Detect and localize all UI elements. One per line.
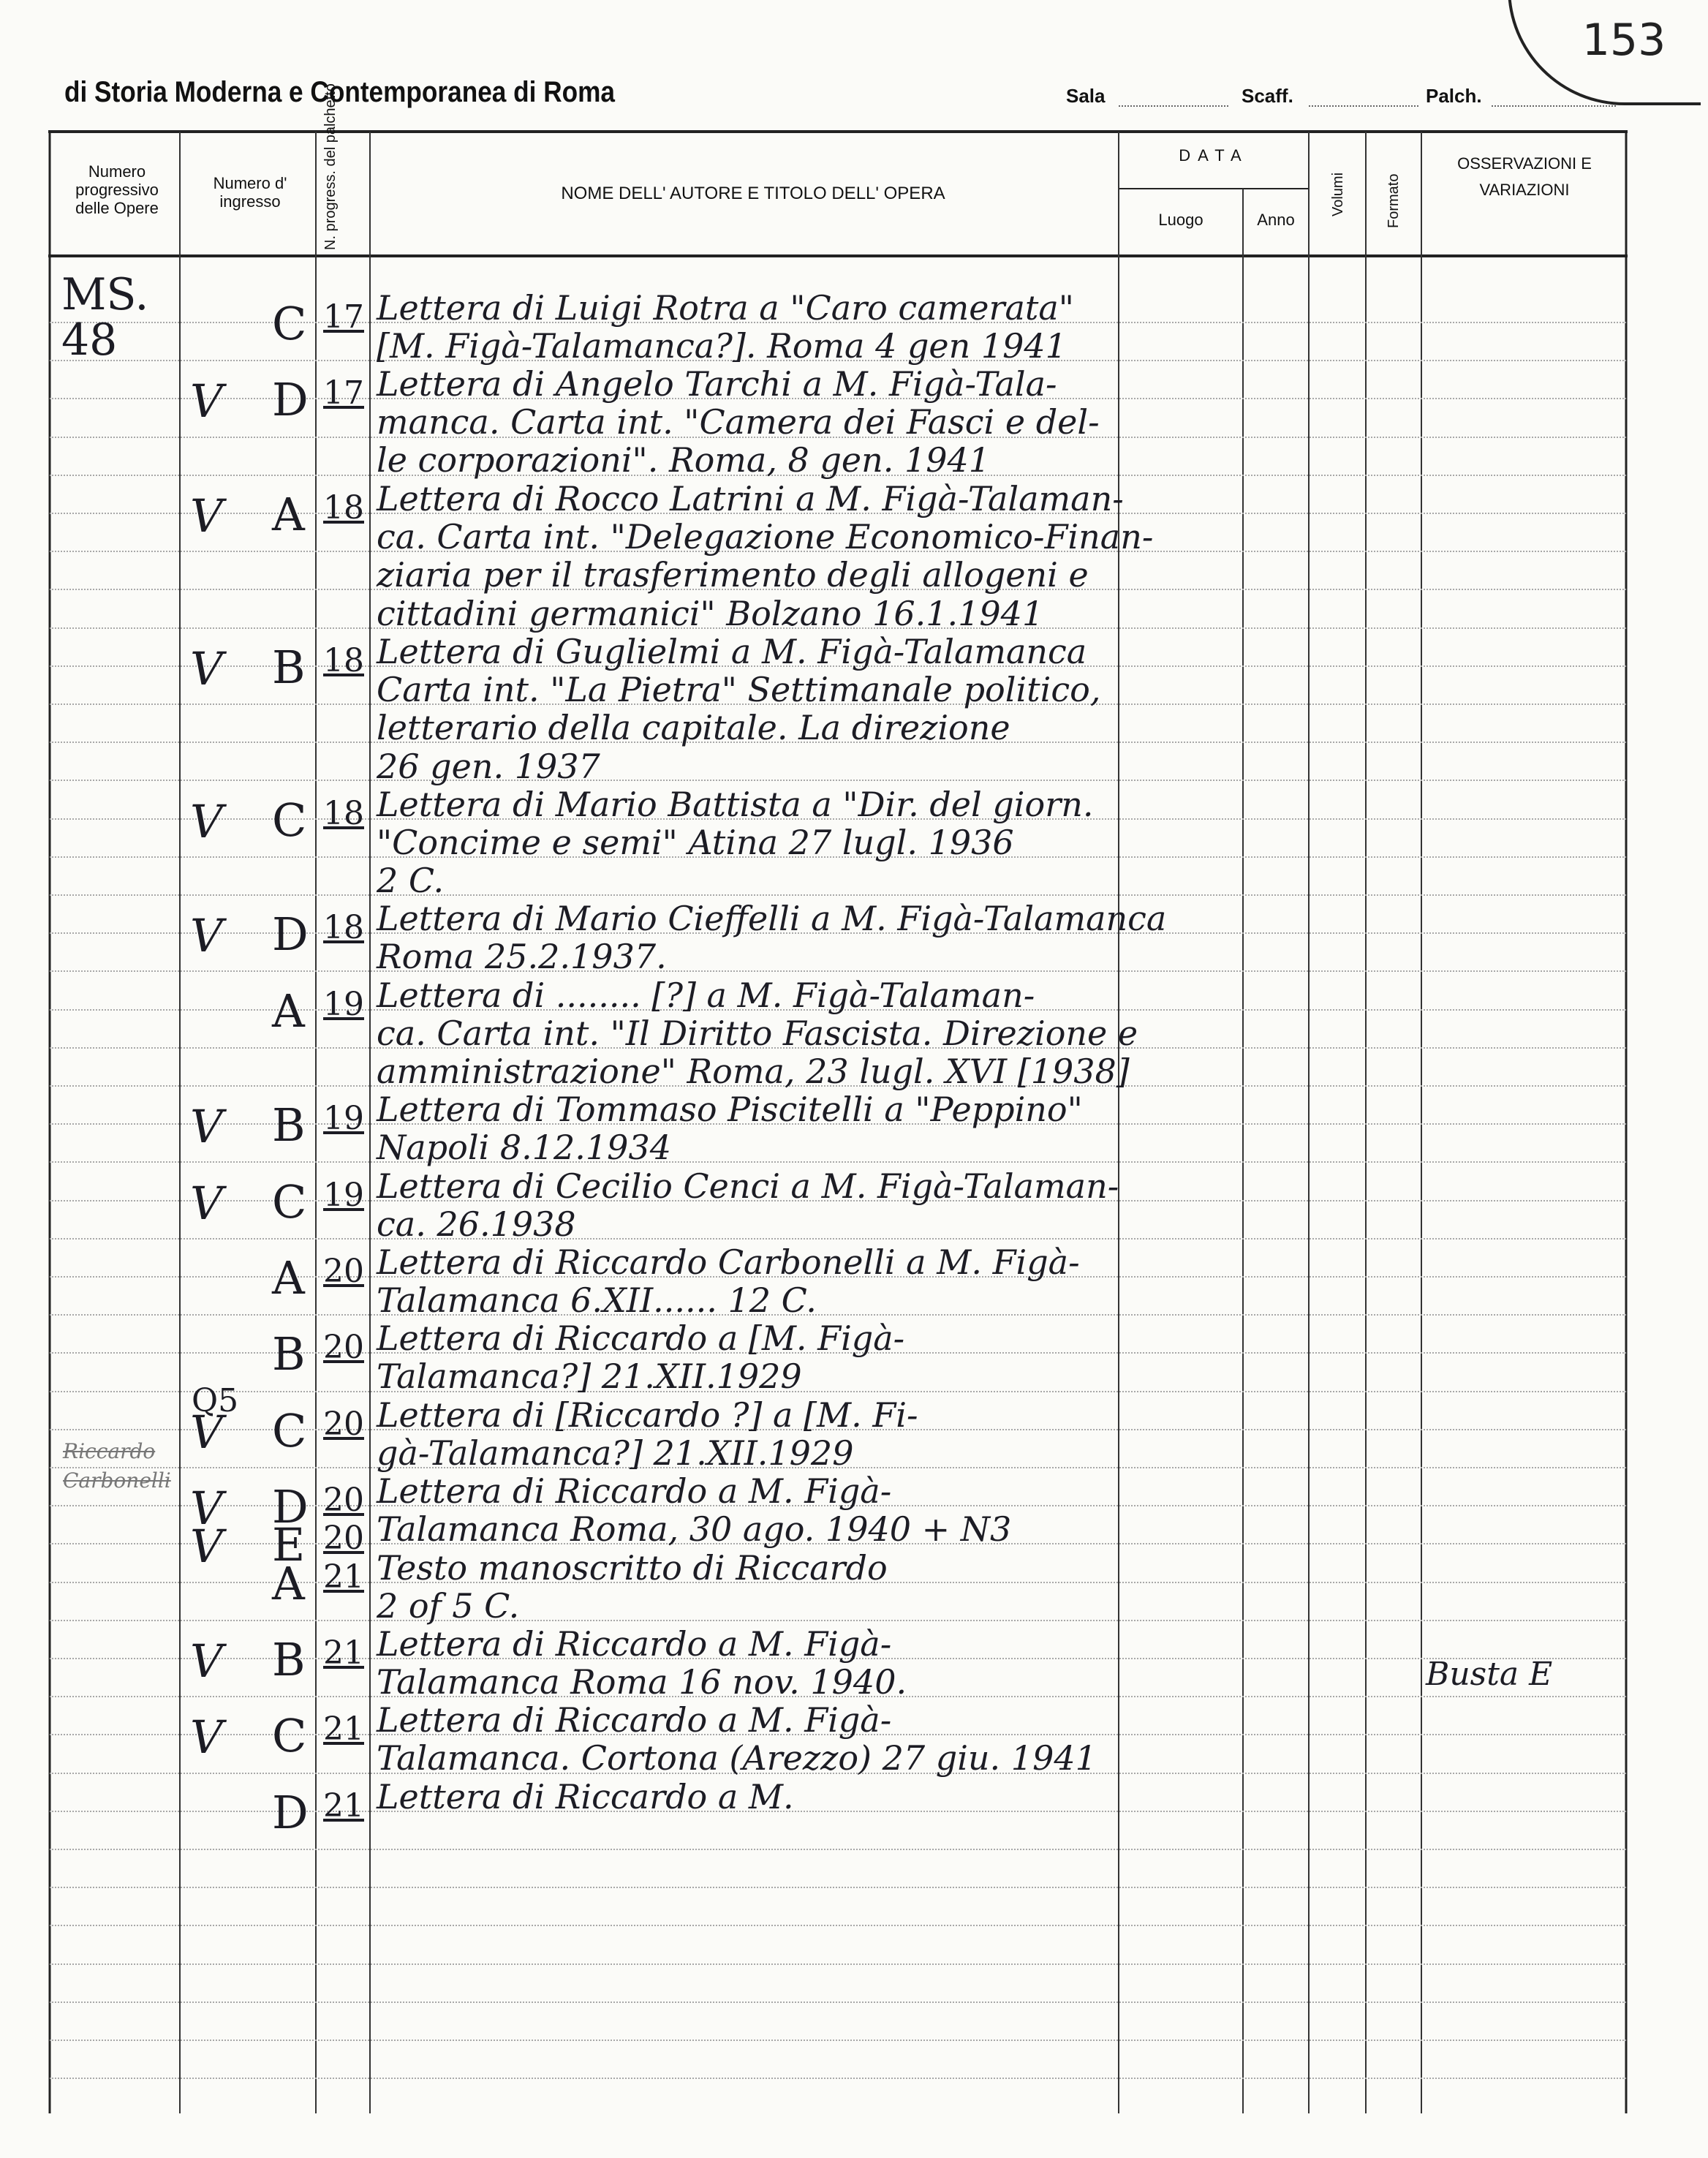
entry-text-line: Lettera di Guglielmi a M. Figà-Talamanca bbox=[377, 632, 1087, 671]
palch-label: Palch. bbox=[1426, 85, 1482, 107]
entry-text-line: Lettera di Mario Battista a "Dir. del giorn. bbox=[377, 785, 1094, 824]
entry-letter: A bbox=[272, 984, 305, 1038]
entry-text-line: gà-Talamanca?] 21.XII.1929 bbox=[377, 1433, 854, 1473]
entry-text-line: Carta int. "La Pietra" Settimanale politico, bbox=[377, 670, 1101, 709]
entry-check-mark: V bbox=[190, 1482, 223, 1535]
entry-check-mark: V bbox=[190, 374, 223, 428]
entry-text-line: Talamanca Roma, 30 ago. 1940 + N3 bbox=[377, 1509, 1012, 1549]
entry-text-line: 2 of 5 C. bbox=[377, 1586, 520, 1626]
entry-check-mark: V bbox=[190, 1634, 223, 1688]
scaff-label: Scaff. bbox=[1242, 85, 1293, 107]
entry-text-line: manca. Carta int. "Camera dei Fasci e del- bbox=[377, 402, 1100, 442]
entry-row bbox=[0, 360, 1708, 480]
entry-letter: C bbox=[272, 1709, 307, 1762]
entry-letter: D bbox=[272, 373, 309, 426]
ruled-line bbox=[50, 2002, 1626, 2003]
entry-text-line: Lettera di Rocco Latrini a M. Figà-Talaman- bbox=[377, 479, 1124, 518]
col-osservazioni: OSSERVAZIONI E VARIAZIONI bbox=[1457, 154, 1592, 199]
entry-palchetto-number: 19 bbox=[323, 1177, 364, 1214]
sala-label: Sala bbox=[1066, 85, 1106, 107]
entry-text-line: Lettera di Riccardo Carbonelli a M. Figà- bbox=[377, 1242, 1080, 1282]
col-anno: Anno bbox=[1257, 211, 1295, 229]
ruled-line bbox=[50, 1963, 1626, 1965]
entry-check-mark: V bbox=[190, 489, 223, 543]
entry-text-line: [M. Figà-Talamanca?]. Roma 4 gen 1941 bbox=[377, 326, 1067, 366]
entry-check-mark: V bbox=[190, 1406, 223, 1459]
entry-palchetto-number: 20 bbox=[323, 1482, 364, 1519]
entry-text-line: Testo manoscritto di Riccardo bbox=[377, 1548, 888, 1588]
col-formato: Formato bbox=[1386, 173, 1402, 228]
entry-letter: B bbox=[272, 1327, 306, 1381]
entry-row bbox=[0, 1391, 1708, 1473]
entry-text-line: Lettera di Riccardo a M. Figà- bbox=[377, 1624, 892, 1664]
entry-text-line: ca. 26.1938 bbox=[377, 1204, 576, 1244]
entry-letter: B bbox=[272, 641, 306, 694]
entry-palchetto-number: 21 bbox=[323, 1710, 364, 1748]
entry-palchetto-number: 20 bbox=[323, 1253, 364, 1290]
entry-letter: C bbox=[272, 297, 307, 350]
ruled-line bbox=[50, 2040, 1626, 2041]
entry-palchetto-number: 21 bbox=[323, 1634, 364, 1672]
entry-letter: B bbox=[272, 1098, 306, 1152]
entry-row bbox=[0, 1773, 1708, 1839]
entry-check-mark: V bbox=[190, 1177, 223, 1230]
entry-letter: A bbox=[272, 1557, 305, 1610]
entry-text-line: letterario della capitale. La direzione bbox=[377, 708, 1010, 747]
entry-letter: C bbox=[272, 1175, 307, 1229]
institution-title: di Storia Moderna e Contemporanea di Roma bbox=[64, 76, 616, 108]
entry-check-mark: V bbox=[190, 795, 223, 848]
col-n-progress: N. progress. del palchetto bbox=[322, 83, 339, 250]
entry-text-line: "Concime e semi" Atina 27 lugl. 1936 bbox=[377, 823, 1014, 862]
entry-check-mark: V bbox=[190, 1520, 223, 1573]
entry-row bbox=[0, 475, 1708, 633]
entry-row bbox=[0, 1544, 1708, 1626]
col-volumi: Volumi bbox=[1330, 172, 1346, 216]
entry-row bbox=[0, 1085, 1708, 1167]
col-data: DATA bbox=[1179, 146, 1249, 165]
entry-palchetto-number: 20 bbox=[323, 1520, 364, 1557]
entry-text-line: Lettera di Mario Cieffelli a M. Figà-Talamanca bbox=[377, 899, 1167, 938]
col-numero-progressivo: Numero progressivo delle Opere bbox=[75, 162, 159, 217]
entry-text-line: Lettera di Luigi Rotra a "Caro camerata" bbox=[377, 288, 1074, 328]
entry-letter: D bbox=[272, 1480, 309, 1533]
entry-text-line: Lettera di Cecilio Cenci a M. Figà-Talaman- bbox=[377, 1166, 1119, 1206]
col-luogo: Luogo bbox=[1158, 211, 1203, 229]
entry-letter: C bbox=[272, 1404, 307, 1457]
entry-palchetto-number: 17 bbox=[323, 374, 364, 412]
entry-letter: A bbox=[272, 488, 305, 541]
entry-palchetto-number: 19 bbox=[323, 1100, 364, 1137]
entry-text-line: Lettera di Riccardo a [M. Figà- bbox=[377, 1318, 905, 1358]
entry-text-line: amministrazione" Roma, 23 lugl. XVI [1938] bbox=[377, 1052, 1130, 1091]
entry-text-line: Lettera di ........ [?] a M. Figà-Talaman- bbox=[377, 976, 1035, 1015]
entry-letter: D bbox=[272, 908, 309, 961]
entry-row bbox=[0, 284, 1708, 366]
entry-row bbox=[0, 1238, 1708, 1320]
entry-text-line: ziaria per il trasferimento degli allogeni e bbox=[377, 555, 1089, 595]
entry-palchetto-number: 18 bbox=[323, 642, 364, 679]
entry-palchetto-number: 20 bbox=[323, 1406, 364, 1443]
entry-palchetto-number: 18 bbox=[323, 795, 364, 832]
entry-check-mark: V bbox=[190, 642, 223, 695]
entry-letter: E bbox=[272, 1518, 306, 1572]
entry-letter: D bbox=[272, 1786, 309, 1839]
entry-text-line: Lettera di Tommaso Piscitelli a "Peppino" bbox=[377, 1090, 1083, 1129]
entry-check-mark: V bbox=[190, 1100, 223, 1153]
entry-letter: A bbox=[272, 1251, 305, 1305]
entry-text-line: le corporazioni". Roma, 8 gen. 1941 bbox=[377, 440, 991, 480]
entry-palchetto-number: 18 bbox=[323, 909, 364, 946]
ruled-line bbox=[50, 1925, 1626, 1926]
entry-text-line: Lettera di Riccardo a M. bbox=[377, 1777, 794, 1816]
entry-text-line: ca. Carta int. "Il Diritto Fascista. Direzione e bbox=[377, 1014, 1138, 1053]
entry-palchetto-number: 17 bbox=[323, 298, 364, 336]
entry-palchetto-number: 19 bbox=[323, 986, 364, 1023]
entry-text-line: Talamanca 6.XII...... 12 C. bbox=[377, 1280, 817, 1320]
entry-check-mark: V bbox=[190, 909, 223, 962]
entry-row bbox=[0, 1314, 1708, 1396]
entry-text-line: Napoli 8.12.1934 bbox=[377, 1128, 671, 1167]
margin-busta-note: Busta E bbox=[1426, 1656, 1553, 1693]
ruled-line bbox=[50, 1849, 1626, 1850]
entry-text-line: Roma 25.2.1937. bbox=[377, 937, 667, 976]
entry-text-line: ca. Carta int. "Delegazione Economico-Finan- bbox=[377, 517, 1154, 557]
entry-text-line: Lettera di [Riccardo ?] a [M. Fi- bbox=[377, 1395, 918, 1435]
entry-text-line: Lettera di Riccardo a M. Figà- bbox=[377, 1700, 892, 1740]
entry-palchetto-number: 21 bbox=[323, 1787, 364, 1825]
shelfmark: MS. 48 bbox=[61, 269, 149, 366]
entry-row bbox=[0, 971, 1708, 1091]
ruled-line bbox=[50, 1887, 1626, 1888]
entry-text-line: 2 C. bbox=[377, 861, 445, 900]
page-number-text: 153 bbox=[1582, 15, 1666, 66]
entry-text-line: Talamanca. Cortona (Arezzo) 27 giu. 1941 bbox=[377, 1738, 1097, 1778]
margin-struck-name: Riccardo Carbonelli bbox=[63, 1439, 171, 1493]
entry-text-line: Talamanca?] 21.XII.1929 bbox=[377, 1357, 802, 1396]
entry-text-line: Lettera di Angelo Tarchi a M. Figà-Tala- bbox=[377, 364, 1057, 404]
entry-text-line: 26 gen. 1937 bbox=[377, 747, 600, 786]
entry-letter: C bbox=[272, 793, 307, 847]
ruled-line bbox=[50, 2078, 1626, 2079]
entry-letter: B bbox=[272, 1633, 306, 1686]
entry-palchetto-number: 20 bbox=[323, 1329, 364, 1366]
entry-row bbox=[0, 894, 1708, 976]
col-nome-titolo: NOME DELL' AUTORE E TITOLO DELL' OPERA bbox=[561, 184, 945, 203]
entry-row bbox=[0, 627, 1708, 786]
entry-text-line: Talamanca Roma 16 nov. 1940. bbox=[377, 1662, 907, 1702]
entry-row bbox=[0, 780, 1708, 900]
entry-row bbox=[0, 1696, 1708, 1778]
entry-text-line: cittadini germanici" Bolzano 16.1.1941 bbox=[377, 594, 1044, 633]
col-numero-ingresso: Numero d' ingresso bbox=[213, 174, 287, 211]
entry-check-mark: V bbox=[190, 1710, 223, 1764]
entry-text-line: Lettera di Riccardo a M. Figà- bbox=[377, 1471, 892, 1511]
entry-palchetto-number: 18 bbox=[323, 489, 364, 527]
entry-palchetto-number: 21 bbox=[323, 1558, 364, 1596]
entry-row bbox=[0, 1162, 1708, 1244]
margin-q-note: Q5 bbox=[192, 1382, 239, 1419]
